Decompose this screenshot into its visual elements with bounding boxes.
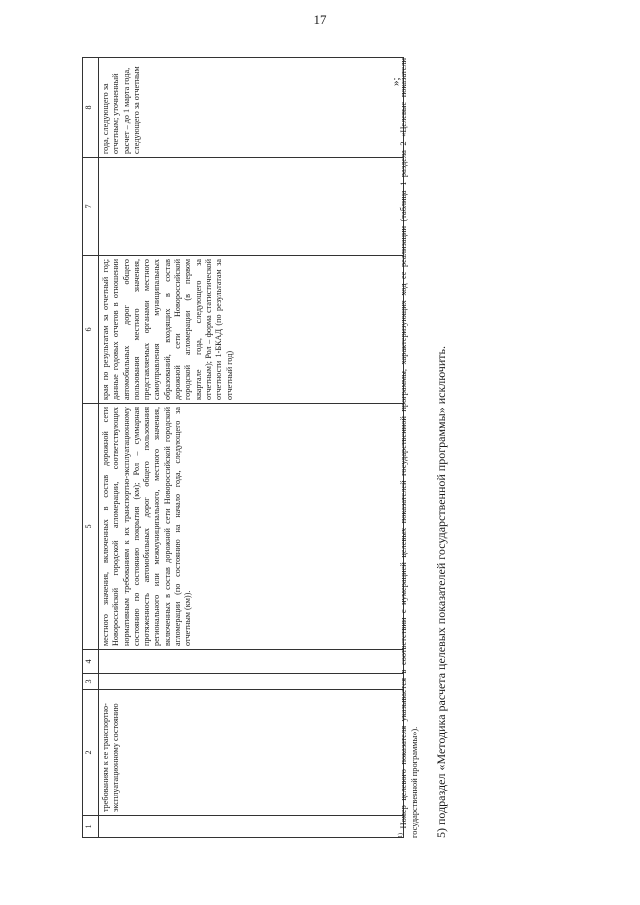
table-cell: края по результатам за отчетный год; данные годовых отчетов в отношении автомобильных дорог общего пользования местного значения, представляемых органами местного самоуправления муниципальных образований, входящих в состав дорожной сети Новороссийской городской агломерации (в первом квартале года, следующего за отчетным); Рол – форма статистической отчетности 1-БКАД (по результатам за отчетный год)	[99, 256, 404, 404]
table-cell	[99, 158, 404, 256]
column-header: 7	[83, 158, 99, 256]
footnote-marker: 1)	[398, 833, 405, 838]
table-cell: требованиям к ее транспортно-эксплуатационному состоянию	[99, 690, 404, 816]
footnote-text: Номер целевого показателя указывается в соответствии с нумерацией целевых показателей государственной программы, характеризующих ход ее реализации (таблица 1 раздела 2 «Целевые показатели государственной программы»).	[399, 58, 419, 838]
rotated-page-content	[82, 58, 482, 838]
table-cell	[99, 816, 404, 838]
indicator-table	[82, 57, 404, 838]
table-cell	[99, 674, 404, 690]
column-header: 4	[83, 650, 99, 674]
page-number: 17	[313, 12, 327, 27]
column-header: 3	[83, 674, 99, 690]
table-header-row	[83, 58, 99, 838]
footnote	[398, 58, 420, 838]
closing-quote: »;	[390, 77, 402, 86]
column-header: 6	[83, 256, 99, 404]
column-header: 8	[83, 58, 99, 158]
section-text: 5) подраздел «Методика расчета целевых показателей государственной программы» исключить.	[434, 346, 448, 838]
table-cell	[99, 650, 404, 674]
column-header: 5	[83, 404, 99, 650]
column-header: 2	[83, 690, 99, 816]
table-cell: местного значения, включенных в состав дорожной сети Новороссийской городской агломерации, соответствующих нормативным требованиям к их транспортно-эксплуатационному состоянию по состоянию покрытия (км); Рол – суммарная протяженность автомобильных дорог общего пользования регионального или межмуниципального, местного значения, включенных в состав дорожной сети Новороссийской городской агломерации (по состоянию на начало года, следующего за отчетным (км)).	[99, 404, 404, 650]
table-cell: года, следующего за отчетным; уточненный расчет – до 1 марта года, следующего за отчетным	[99, 58, 404, 158]
column-header: 1	[83, 816, 99, 838]
table-row	[99, 58, 404, 838]
